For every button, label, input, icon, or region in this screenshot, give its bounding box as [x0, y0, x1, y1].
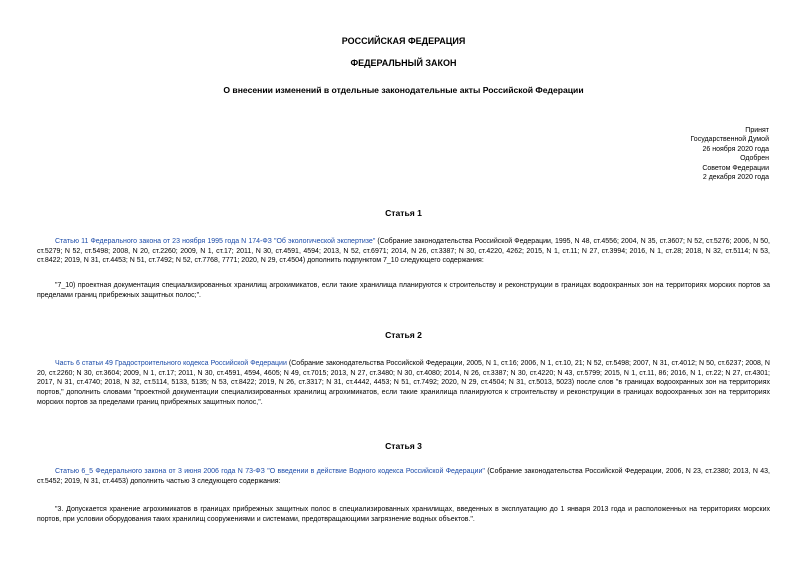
- article-1-text: (Собрание законодательства Российской Федерации, 1995, N 48, ст.4556; 2004, N 35, ст.3607; N 52, ст.5276; 2006, N 50, ст.5279; N 52, ст.5498; 2008, N 20, ст.2260; 2009, N 1, ст.17; 2011, N 30, ст.4591, 4594; 2013, N 52, ст.6971; 2014, N 26, ст.3387; N 30, ст.4220, 4262; 2015, N 1, ст.11; N 27, ст.3994; 2016, N 1, ст.28; 2018, N 32, ст.5114; N 53, ст.8422; 2019, N 31, ст.4453; N 51, ст.7492; N 52, ст.7768, 7771; 2020, N 29, ст.4504) дополнить подпунктом 7_10 следующего содержания:: [37, 238, 770, 265]
- adoption-line: Советом Федерации: [702, 164, 769, 172]
- article-3-text: (Собрание законодательства Российской Федерации, 2006, N 23, ст.2380; 2013, N 43, ст.5452; 2019, N 31, ст.4453) дополнить частью 3 следующего содержания:: [37, 468, 770, 485]
- article-3-quote: "3. Допускается хранение агрохимикатов в границах прибрежных защитных полос в специализированных хранилищах, введенных в эксплуатацию до 1 января 2013 года и расположенных на территориях морских портов, при условии оборудования таких хранилищ сооружениями и системами, предотвращающими загрязнение водных объектов.".: [37, 506, 770, 523]
- article-3-link-law[interactable]: Статью 6_5 Федерального закона от 3 июня 2006 года N 73-ФЗ: [55, 468, 265, 475]
- article-3-link-title[interactable]: "О введении в действие Водного кодекса Российской Федерации": [267, 468, 485, 475]
- article-1-body: [37, 237, 770, 266]
- adoption-line: Одобрен: [740, 155, 769, 163]
- article-1-heading: Статья 1: [385, 208, 422, 218]
- article-2-body: [37, 359, 770, 407]
- article-1-quote: "7_10) проектная документация специализированных хранилищ агрохимикатов, если такие хранилища планируются к строительству и реконструкции в границах водоохранных зон на территориях морских портов за пределами границ прибрежных защитных полос;".: [37, 282, 770, 299]
- doc-type-heading: ФЕДЕРАЛЬНЫЙ ЗАКОН: [350, 58, 457, 68]
- article-3-body: [37, 467, 770, 486]
- article-3-heading: Статья 3: [385, 441, 422, 451]
- country-heading: РОССИЙСКАЯ ФЕДЕРАЦИЯ: [341, 36, 466, 46]
- adoption-line: Принят: [745, 127, 769, 134]
- adoption-line: 2 декабря 2020 года: [702, 173, 769, 181]
- article-2-link[interactable]: Часть 6 статьи 49 Градостроительного кодекса Российской Федерации: [55, 360, 287, 367]
- adoption-info: [690, 126, 769, 182]
- article-2-heading: Статья 2: [385, 330, 422, 340]
- adoption-line: Государственной Думой: [690, 136, 769, 144]
- law-title: О внесении изменений в отдельные законодательные акты Российской Федерации: [223, 85, 584, 95]
- adoption-line: 26 ноября 2020 года: [702, 145, 769, 153]
- article-1-link[interactable]: Статью 11 Федерального закона от 23 ноября 1995 года N 174-ФЗ "Об экологической экспертизе": [55, 238, 376, 245]
- article-2-text: (Собрание законодательства Российской Федерации, 2005, N 1, ст.16; 2006, N 1, ст.10, 21; N 52, ст.5498; 2007, N 31, ст.4012; N 50, ст.6237; 2008, N 20, ст.2260; N 30, ст.3604; 2009, N 1, ст.17; 2011, N 30, ст.4591, 4594, 4605; N 49, ст.7015; 2013, N 27, ст.3480; N 30, ст.4080; 2014, N 26, ст.3387; N 30, ст.4220; N 43, ст.5799; 2015, N 1, ст.11, 86; 2016, N 1, ст.22; N 27, ст.4301; 2017, N 31, ст.4740; 2018, N 32, ст.5114, 5133, 5135; N 53, ст.8422; 2019, N 26, ст.3317; N 31, ст.4442, 4453; N 51, ст.7492; 2020, N 29, ст.4504; N 31, ст.5013, 5023) после слов "в границах водоохранных зон на территориях портов," дополнить словами "проектной документации специализированных хранилищ агрохимикатов, если такие хранилища планируются к строительству и реконструкции в границах водоохранных зон на территориях морских портов за пределами границ прибрежных защитных полос,".: [37, 360, 770, 406]
